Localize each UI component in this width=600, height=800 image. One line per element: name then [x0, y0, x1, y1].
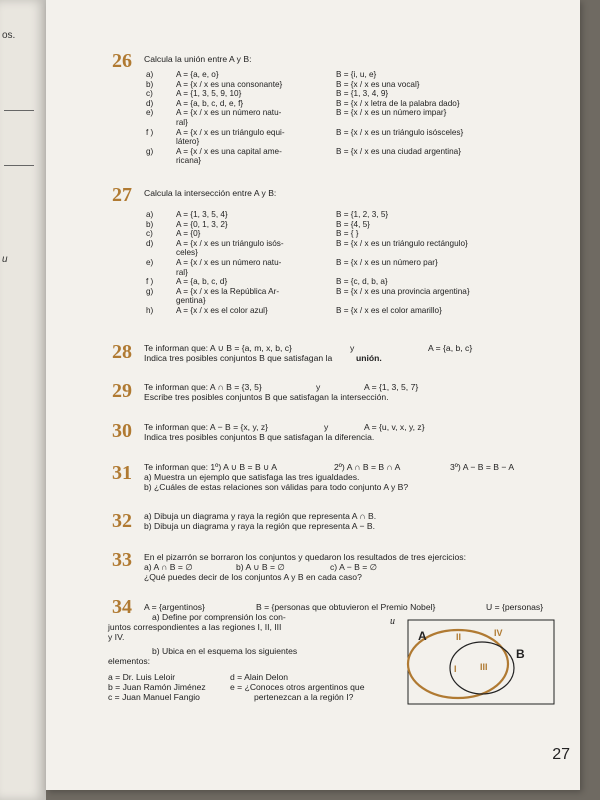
exercise-title: Calcula la unión entre A y B: — [144, 54, 252, 64]
exercise-row-set-b: B = { } — [336, 229, 359, 239]
exercise-row-set-a: gentina} — [176, 296, 206, 306]
exercise-row-set-a: A = {x / x es un triángulo isós- — [176, 238, 284, 248]
exercise-text: b) Dibuja un diagrama y raya la región que representa A − B. — [144, 521, 375, 531]
exercise-text: e = ¿Conoces otros argentinos que — [230, 682, 365, 692]
exercise-row-set-a: ral} — [176, 118, 188, 127]
exercise-row-set-a: A = {x / x es una capital ame- — [176, 146, 282, 156]
exercise-text: Indica tres posibles conjuntos B que satisfagan la — [144, 353, 333, 363]
exercise-row-set-b: B = {x / x es una vocal} — [336, 79, 420, 89]
exercise-text: b = Juan Ramón Jiménez — [108, 682, 206, 692]
region-label: IV — [494, 628, 503, 638]
exercise-text: ¿Qué puedes decir de los conjuntos A y B en cada caso? — [144, 572, 362, 582]
exercise-number: 34 — [112, 596, 132, 618]
exercise-row-set-a: A = {x / x es la República Ar- — [176, 286, 280, 296]
exercise-row-letter: b) — [146, 219, 154, 229]
exercise-row-letter: f ) — [146, 277, 154, 287]
exercise-row-set-a: ricana} — [176, 156, 202, 166]
exercise-text: y — [316, 382, 321, 392]
left-fragment-text: u — [2, 254, 8, 265]
set-a-label: A — [418, 629, 427, 643]
exercise-text: Te informan que: A ∩ B = {3, 5} — [144, 382, 262, 392]
exercise-text: d = Alain Delon — [230, 672, 289, 682]
left-page-edge — [0, 0, 46, 800]
region-label: III — [480, 662, 488, 672]
exercise-row-set-a: A = {x / x es un número natu- — [176, 108, 282, 118]
venn-diagram — [390, 612, 558, 708]
exercise-number: 27 — [112, 184, 132, 206]
exercise-number: 32 — [112, 510, 132, 532]
exercise-text: 3º) A − B = B − A — [450, 462, 515, 472]
exercise-number: 28 — [112, 341, 132, 363]
exercise-row-letter: c) — [146, 229, 153, 239]
exercise-row-set-b: B = {4, 5} — [336, 219, 370, 229]
exercise-text: Te informan que: 1º) A ∪ B = B ∪ A — [144, 462, 277, 472]
exercise-row-letter: f ) — [146, 127, 154, 137]
exercise-row-set-b: B = {x / x es un número par} — [336, 258, 438, 267]
exercise-row-letter: h) — [146, 306, 154, 315]
exercise-number: 26 — [112, 50, 132, 72]
exercise-number: 33 — [112, 549, 132, 571]
exercise-row-set-a: A = {a, b, c, d} — [176, 277, 228, 287]
exercise-text: y IV. — [108, 632, 125, 642]
exercise-row-letter: e) — [146, 108, 154, 118]
exercise-text: Te informan que: A ∪ B = {a, m, x, b, c} — [144, 343, 292, 353]
exercise-number: 30 — [112, 420, 132, 442]
exercise-row-set-b: B = {x / x es una provincia argentina} — [336, 286, 470, 296]
exercise-row-set-b: B = {1, 2, 3, 5} — [336, 210, 389, 219]
exercise-row-set-b: B = {1, 3, 4, 9} — [336, 89, 389, 99]
exercise-text: 2º) A ∩ B = B ∩ A — [334, 462, 401, 472]
exercise-text: A = {1, 3, 5, 7} — [364, 382, 419, 392]
exercise-row-letter: d) — [146, 238, 154, 248]
exercise-text: Te informan que: A − B = {x, y, z} — [144, 422, 269, 432]
exercise-row-set-a: A = {a, e, o} — [176, 70, 219, 79]
exercise-text: A = {a, b, c} — [428, 343, 473, 353]
exercise-row-set-b: B = {x / x es un número impar} — [336, 108, 447, 118]
exercise-row-set-a: celes} — [176, 248, 198, 258]
exercise-text: a) A ∩ B = ∅ — [144, 562, 193, 572]
exercise-text: B = {personas que obtuvieron el Premio Nobel} — [256, 602, 436, 612]
exercise-text: A = {argentinos} — [144, 602, 205, 612]
exercise-row-set-b: B = {x / x es un triángulo rectángulo} — [336, 238, 468, 248]
exercise-text: U = {personas} — [486, 602, 544, 612]
exercise-text: a) Muestra un ejemplo que satisfaga las tres igualdades. — [144, 472, 360, 482]
exercise-text: A = {u, v, x, y, z} — [364, 422, 425, 432]
left-rule — [4, 110, 34, 111]
exercise-row-letter: g) — [146, 146, 154, 156]
exercise-text: b) ¿Cuáles de estas relaciones son válidas para todo conjunto A y B? — [144, 482, 409, 492]
exercise-row-letter: d) — [146, 98, 154, 108]
exercise-text: c = Juan Manuel Fangio — [108, 692, 200, 702]
exercise-title: Calcula la intersección entre A y B: — [144, 188, 277, 198]
exercise-row-set-a: A = {x / x es el color azul} — [176, 306, 268, 315]
page-number: 27 — [552, 746, 570, 763]
left-fragment-text: os. — [2, 30, 16, 41]
exercise-text: a = Dr. Luis Leloir — [108, 672, 176, 682]
exercise-row-set-b: B = {x / x letra de la palabra dado} — [336, 98, 460, 108]
exercise-text: pertenezcan a la región I? — [254, 692, 354, 702]
exercise-text: elementos: — [108, 656, 151, 666]
exercise-row-letter: g) — [146, 286, 154, 296]
left-rule — [4, 165, 34, 166]
exercise-text: juntos correspondientes a las regiones I, II, III — [108, 622, 282, 632]
exercise-text: En el pizarrón se borraron los conjuntos y quedaron los resultados de tres ejercicios: — [144, 552, 466, 562]
exercise-text: y — [324, 422, 329, 432]
exercise-number: 31 — [112, 462, 132, 484]
exercise-row-set-b: B = {x / x es una ciudad argentina} — [336, 146, 461, 156]
exercise-text: a) Dibuja un diagrama y raya la región que representa A ∩ B. — [144, 511, 377, 521]
exercise-row-set-b: B = {x / x es un triángulo isósceles} — [336, 127, 464, 137]
exercise-row-set-a: A = {x / x es un número natu- — [176, 258, 282, 267]
exercise-number: 29 — [112, 380, 132, 402]
exercise-row-letter: a) — [146, 210, 154, 219]
exercise-row-set-b: B = {x / x es el color amarillo} — [336, 306, 442, 315]
exercise-row-set-b: B = {i, u, e} — [336, 70, 377, 79]
exercise-row-set-a: A = {0, 1, 3, 2} — [176, 219, 228, 229]
set-b-label: B — [516, 647, 525, 661]
exercise-row-set-a: A = {1, 3, 5, 4} — [176, 210, 228, 219]
exercise-row-set-a: A = {1, 3, 5, 9, 10} — [176, 89, 242, 99]
exercise-text: b) A ∪ B = ∅ — [236, 562, 285, 572]
exercise-row-set-a: A = {x / x es una consonante} — [176, 79, 283, 89]
exercise-row-set-a: A = {0} — [176, 229, 201, 239]
exercise-text: c) A − B = ∅ — [330, 562, 378, 572]
exercise-text: b) Ubica en el esquema los siguientes — [152, 646, 298, 656]
exercise-text: Indica tres posibles conjuntos B que satisfagan la diferencia. — [144, 432, 375, 442]
exercise-row-letter: e) — [146, 258, 154, 267]
exercise-text-bold: unión. — [356, 353, 382, 363]
exercise-row-set-b: B = {c, d, b, a} — [336, 277, 388, 287]
exercise-text: y — [350, 343, 355, 353]
exercise-row-letter: b) — [146, 79, 154, 89]
exercise-row-letter: c) — [146, 89, 153, 99]
universe-label: u — [390, 616, 395, 627]
exercise-text: Escribe tres posibles conjuntos B que satisfagan la intersección. — [144, 392, 389, 402]
exercise-row-set-a: A = {a, b, c, d, e, f} — [176, 98, 244, 108]
exercise-row-set-a: A = {x / x es un triángulo equi- — [176, 127, 285, 137]
region-label: II — [456, 632, 462, 642]
region-label: I — [454, 664, 457, 674]
exercise-row-set-a: ral} — [176, 267, 188, 277]
exercise-row-letter: a) — [146, 70, 154, 79]
exercise-text: a) Define por comprensión los con- — [152, 612, 286, 622]
exercise-row-set-a: látero} — [176, 137, 200, 147]
